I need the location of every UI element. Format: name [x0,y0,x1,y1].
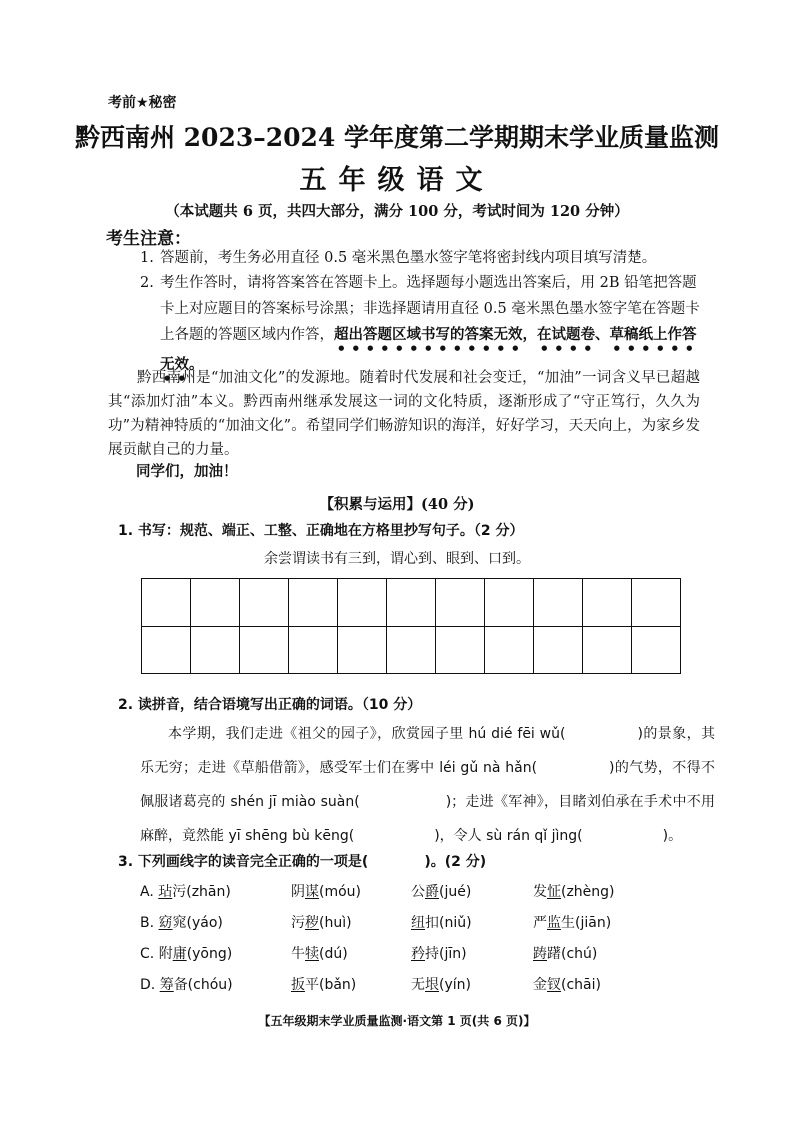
option-c[interactable] [140,943,232,963]
grid-cell[interactable] [386,627,435,674]
grid-cell[interactable] [288,579,337,626]
word-suffix: 躇(chú) [547,946,598,962]
word-suffix: (zhèng) [561,884,615,900]
grid-cell[interactable] [337,627,386,674]
underlined-char: 扳 [291,977,305,993]
word-suffix: (huì) [319,915,352,931]
word-prefix: 严 [533,915,547,931]
notice-item-number: 1. [140,250,154,266]
grid-cell[interactable] [142,579,190,626]
grid-cell[interactable] [533,579,582,626]
option-label: B. [140,915,155,931]
option-label: A. [140,884,154,900]
word-prefix: 附 [158,946,173,962]
grid-cell[interactable] [484,579,533,626]
option-a-word-3 [411,881,471,901]
intro-paragraph: 黔西南州是“加油文化”的发源地。随着时代发展和社会变迁，“加油”一词含义早已超越其“添加灯油”本义。黔西南州继承发展这一词的文化特质，逐渐形成了“守正笃行，久久为功”为精神特质的“加油文化”。希望同学们畅游知识的海洋，好好学习，天天向上，为家乡发展贡献自己的力量。 [108,370,700,458]
grid-cell[interactable] [337,579,386,626]
underlined-char: 纽 [411,915,425,931]
option-b-word-3 [411,912,472,932]
underlined-char: 怔 [547,884,561,900]
underlined-char: 矜 [411,946,425,962]
grid-cell[interactable] [582,627,631,674]
word-suffix: (chāi) [561,977,601,993]
option-d-word-3 [411,974,471,994]
word-prefix: 无 [411,977,425,993]
option-d[interactable] [140,974,233,994]
passage-segment-4: )；走进《军神》，目睹刘伯承在手术中不用麻醉，竟然能 yī shēng bù kēng( [140,794,715,844]
passage-segment-6: )。 [662,828,683,844]
exam-title: 黔西南州 2023–2024 学年度第二学期期末学业质量监测 [74,123,720,152]
word-suffix: 窕(yáo) [172,915,223,931]
passage-segment-1: 本学期，我们走进《祖父的园子》，欣赏园子里 hú dié fēi wǔ( [168,726,566,742]
page-footer: 【五年级期末学业质量监测·语文第 1 页(共 6 页)】 [258,1014,536,1028]
option-b-word-2 [291,912,352,932]
notice-item-1 [140,245,710,271]
grid-cell[interactable] [631,627,680,674]
question-2-prompt: 2. 读拼音，结合语境写出正确的词语。（10 分） [118,697,422,713]
option-c-word-4 [533,943,597,963]
notice-item-number: 2. [140,275,154,291]
intro-cheer: 同学们，加油！ [136,463,238,480]
underlined-char: 秽 [305,915,319,931]
section-title-accumulation: 【积累与运用】(40 分) [319,496,475,513]
option-a[interactable] [140,881,231,901]
word-suffix: (móu) [319,884,361,900]
underlined-char: 踌 [533,946,547,962]
word-suffix: (yōng) [186,946,233,962]
option-a-word-2 [291,881,361,901]
question-2-passage [140,717,715,853]
underlined-char: 筹 [159,977,174,993]
subject-title: 五年级语文 [299,165,495,196]
grid-cell[interactable] [533,627,582,674]
passage-segment-5: )，令人 sù rán qǐ jìng( [434,828,583,844]
grid-cell[interactable] [435,579,484,626]
writing-grid[interactable] [141,578,681,674]
grid-cell[interactable] [142,627,190,674]
writing-grid-row [142,626,680,674]
option-b[interactable] [140,912,223,932]
grid-cell[interactable] [239,627,288,674]
underlined-char: 犊 [305,946,319,962]
word-suffix: 平(bǎn) [305,977,357,993]
option-label: D. [140,977,156,993]
option-c-word-3 [411,943,467,963]
underlined-char: 爵 [425,884,439,900]
word-suffix: 备(chóu) [173,977,233,993]
grid-cell[interactable] [582,579,631,626]
word-suffix: (jué) [439,884,472,900]
underlined-char: 庸 [172,946,187,962]
notice-item-text-emphasis: 超出答题区域书写的答案无效，在试题卷、草稿纸上作答无效。 [160,326,697,373]
exam-subtitle: （本试题共 6 页，共四大部分，满分 100 分，考试时间为 120 分钟） [165,203,629,220]
word-prefix: 发 [533,884,547,900]
question-1-prompt: 1. 书写：规范、端正、工整、正确地在方格里抄写句子。（2 分） [118,523,524,539]
question-1-sentence: 余尝谓读书有三到，谓心到、眼到、口到。 [264,551,530,567]
underlined-char: 谋 [305,884,319,900]
word-prefix: 公 [411,884,425,900]
word-prefix: 金 [533,977,547,993]
word-prefix: 阴 [291,884,305,900]
word-prefix: 污 [291,915,305,931]
option-d-word-2 [291,974,356,994]
grid-cell[interactable] [484,627,533,674]
notice-heading: 考生注意： [106,229,191,249]
word-suffix: (dú) [319,946,348,962]
grid-cell[interactable] [239,579,288,626]
underlined-char: 玷 [158,884,173,900]
option-label: C. [140,946,155,962]
grid-cell[interactable] [631,579,680,626]
passage-segment-2: )的景象，其乐无穷；走进《草船借箭》，感受军士们在雾中 léi gǔ nà hǎn( [140,726,715,776]
grid-cell[interactable] [435,627,484,674]
notice-item-text: 答题前，考生务必用直径 0.5 毫米黑色墨水签字笔将密封线内项目填写清楚。 [160,250,657,266]
passage-segment-3: )的气势，不得不佩服诸葛亮的 shén jī miào suàn( [140,760,715,810]
option-b-word-4 [533,912,611,932]
word-suffix: 扣(niǔ) [425,915,472,931]
option-c-word-2 [291,943,348,963]
underlined-char: 垠 [425,977,439,993]
notice-item-text-plain: 考生作答时，请将答案答在答题卡上。选择题每小题选出答案后，用 2B 铅笔把答题卡上对应题目的答案标号涂黑；非选择题请用直径 0.5 毫米黑色墨水签字笔在答题卡上各题的答题区域内作答， [160,275,700,343]
word-suffix: 生(jiān) [561,915,612,931]
word-prefix: 牛 [291,946,305,962]
underlined-char: 钗 [547,977,561,993]
underlined-char: 窈 [158,915,173,931]
word-suffix: 持(jīn) [425,946,467,962]
word-suffix: 污(zhān) [172,884,231,900]
confidential-label: 考前★秘密 [108,95,177,111]
grid-cell[interactable] [190,627,239,674]
grid-cell[interactable] [288,627,337,674]
question-3-prompt: 3. 下列画线字的读音完全正确的一项是( )。(2 分) [118,854,487,870]
underlined-char: 监 [547,915,561,931]
word-suffix: (yín) [439,977,471,993]
option-a-word-4 [533,881,615,901]
writing-grid-row [142,579,680,626]
grid-cell[interactable] [190,579,239,626]
grid-cell[interactable] [386,579,435,626]
option-d-word-4 [533,974,601,994]
